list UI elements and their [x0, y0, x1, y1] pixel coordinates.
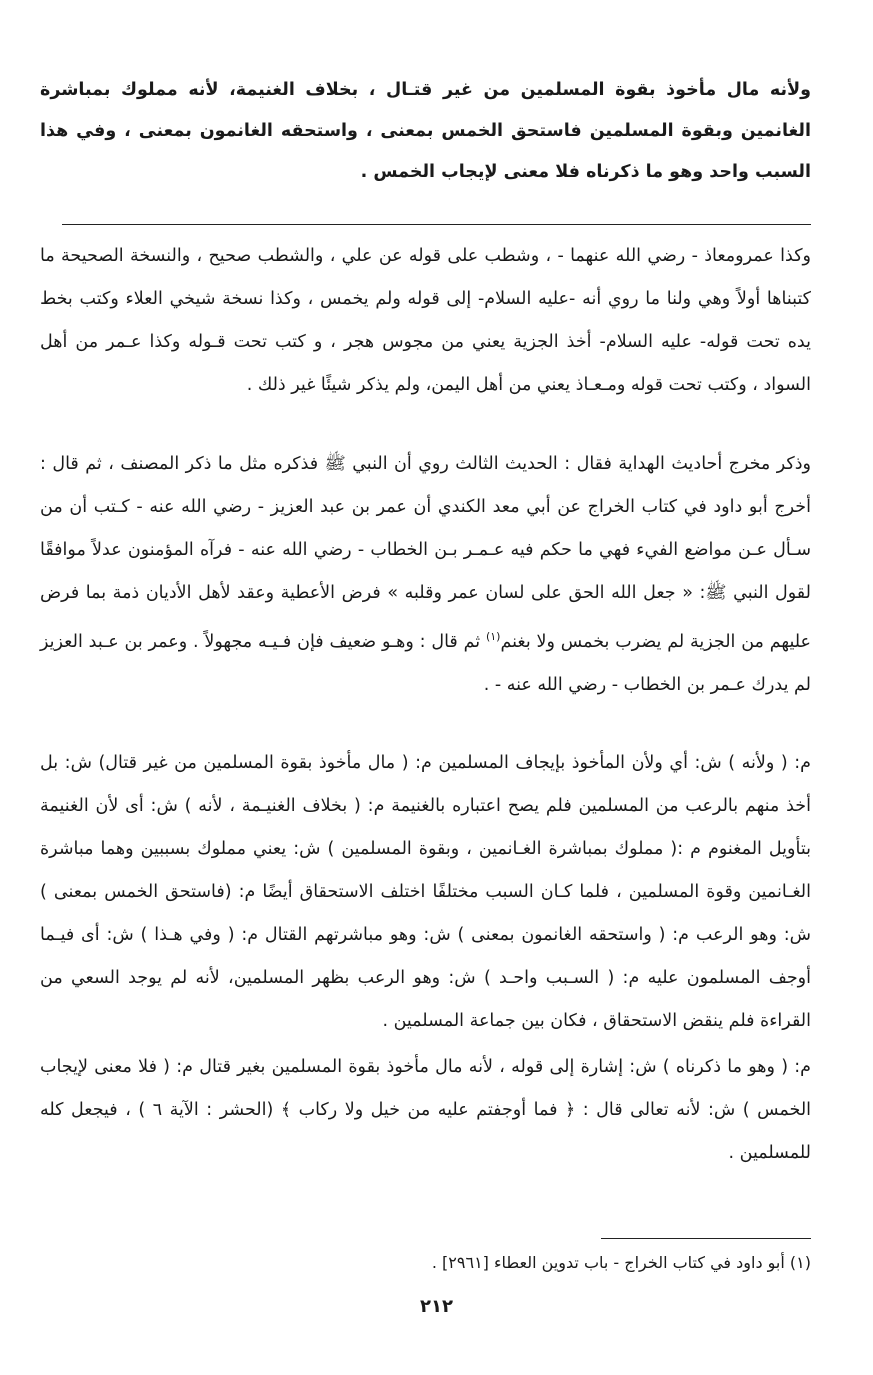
footnote-divider — [601, 1238, 811, 1239]
note-text-2b: ثم قال : وهـو ضعيف فإن فـيـه مجهولاً . وعمر بن عـبد العزيز لم يدرك عـمر بن الخطاب - رضي الله عنه - . — [40, 631, 811, 695]
note-paragraph-2 — [40, 443, 811, 707]
commentary-text-2: م: ( وهو ما ذكرناه ) ش: إشارة إلى قوله ، لأنه مال مأخوذ بقوة المسلمين بغير قتال م: ( فلا معنى لإيجاب الخمس ) ش: لأنه تعالى قال : ﴿ فما أوجفتم عليه من خيل ولا ركاب ﴾ (الحشر : الآية ٦ ) ، فيجعل كله للمسلمين . — [40, 1057, 812, 1163]
page-number: ٢١٢ — [420, 1296, 453, 1317]
footnote — [40, 1248, 811, 1278]
matn-paragraph: ولأنه مال مأخوذ بقوة المسلمين من غير قتـال ، بخلاف الغنيمة، لأنه مملوك بمباشرة الغانمين وبقوة المسلمين فاستحق الخمس بمعنى ، واستحقه الغانمون بمعنى ، وفي هذا السبب واحد وهو ما ذكرناه فلا معنى لإيجاب الخمس . — [40, 80, 811, 182]
footnote-text: (١) أبو داود في كتاب الخراج - باب تدوين العطاء [٢٩٦١] . — [431, 1253, 811, 1272]
note-text-1: وكذا عمرومعاذ - رضي الله عنهما - ، وشطب على قوله عن علي ، والشطب صحيح ، والنسخة الصحيحة ما كتبناها أولاً وهي ولنا ما روي أنه -عليه السلام- إلى قوله ولم يخمس ، وكذا نسخة شيخي العلاء وكتب بخط يده تحت قوله- عليه السلام- أخذ الجزية يعني من مجوس هجر ، و كتب تحت قـوله وكذا عـمر من أهل السواد ، وكتب تحت قوله ومـعـاذ يعني من أهل اليمن، ولم يذكر شيئًا غير ذلك . — [40, 246, 811, 395]
note-paragraph-1 — [40, 235, 811, 407]
note-text-2a: وذكر مخرج أحاديث الهداية فقال : الحديث الثالث روي أن النبي ﷺ فذكره مثل ما ذكر المصنف ، ثم قال : أخرج أبو داود في كتاب الخراج عن أبي معد الكندي أن عمر بن عبد العزيز - رضي الله عنه - كـتب أن من سـأل عـن مواضع الفيء فهي ما حكم فيه عـمـر بـن الخطاب - رضي الله عنه - فرآه المؤمنون عدلاً موافقًا لقول النبي ﷺ: « جعل الله الحق على لسان عمر وقلبه » فرض الأعطية وعقد لأهل الأديان ذمة بما فرض عليهم من الجزية لم يضرب بخمس ولا بغنم — [40, 454, 811, 652]
commentary-text-1: م: ( ولأنه ) ش: أي ولأن المأخوذ بإيجاف المسلمين م: ( مال مأخوذ بقوة المسلمين من غير قتال) ش: بل أخذ منهم بالرعب من المسلمين فلم يصح اعتباره بالغنيمة م: ( بخلاف الغنيـمة ، لأنه ) ش: أى لأن الغنيمة بتأويل المغنوم م :( مملوك بمباشرة الغـانمين ، وبقوة المسلمين ) ش: يعني مملوك بسببين وهما مباشرة الغـانمين وقوة المسلمين ، فلما كـان السبب مختلفًا اختلف الاستحقاق أيضًا م: (فاستحق الخمس بمعنى ) ش: وهو الرعب م: ( واستحقه الغانمون بمعنى ) ش: وهو مباشرتهم القتال م: ( وفي هـذا ) ش: أى فيـما أوجف المسلمون عليه م: ( السـبب واحـد ) ش: وهو الرعب بظهر المسلمين، لأنه لم يوجد السعي من القراءة فلم ينقض الاستحقاق ، فكان بين جماعة المسلمين . — [40, 753, 811, 1031]
matn-text — [40, 70, 811, 193]
section-divider — [62, 224, 811, 225]
commentary-paragraph-2 — [40, 1046, 811, 1175]
commentary-paragraph-1 — [40, 742, 811, 1043]
note-text-2 — [40, 443, 811, 707]
footnote-marker[interactable]: (١) — [485, 630, 501, 643]
